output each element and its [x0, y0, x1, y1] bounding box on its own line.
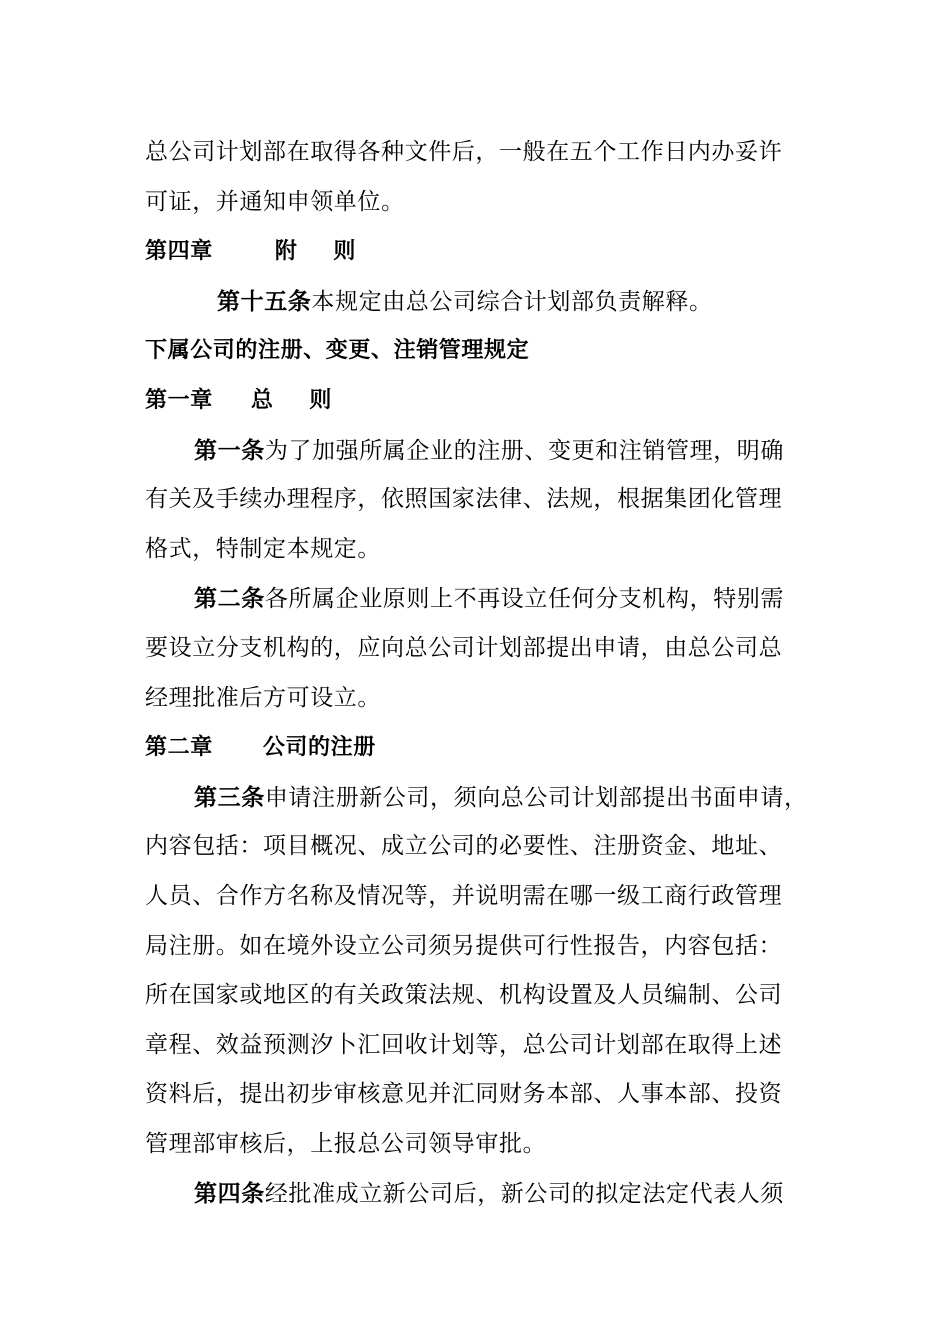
- paragraph-line: [145, 674, 845, 724]
- article-15: [145, 277, 845, 327]
- chapter-heading-4: [145, 227, 845, 277]
- text: 要设立分支机构的，应向总公司计划部提出申请，由总公司总: [145, 634, 783, 661]
- article-2: [145, 574, 845, 624]
- text: 所在国家或地区的有关政策法规、机构设置及人员编制、公司: [145, 982, 783, 1009]
- paragraph-line: [145, 971, 845, 1021]
- article-label: 第二条: [194, 585, 265, 613]
- chapter-label: 第一章: [145, 386, 213, 413]
- article-label: 第四条: [194, 1180, 265, 1208]
- paragraph-line: [145, 1120, 845, 1170]
- article-4: [145, 1169, 845, 1219]
- article-text: 申请注册新公司，须向总公司计划部提出书面申请，: [264, 784, 808, 811]
- paragraph-line: [145, 525, 845, 575]
- document-title: [145, 326, 845, 376]
- text: 总公司计划部在取得各种文件后，一般在五个工作日内办妥许: [145, 139, 783, 165]
- text: 格式，特制定本规定。: [145, 535, 381, 562]
- text: 人员、合作方名称及情况等，并说明需在哪一级工商行政管理: [145, 882, 783, 909]
- text: 有关及手续办理程序，依照国家法律、法规，根据集团化管理: [145, 486, 783, 513]
- paragraph-line: [145, 822, 845, 872]
- paragraph-line: [145, 128, 845, 178]
- paragraph-line: [145, 475, 845, 525]
- text: 经理批准后方可设立。: [145, 684, 381, 711]
- text: 可证，并通知申领单位。: [145, 188, 405, 215]
- paragraph-line: [145, 1070, 845, 1120]
- chapter-title: 公司的注册: [262, 734, 376, 761]
- article-text: 本规定由总公司综合计划部负责解释。: [311, 288, 713, 315]
- paragraph-line: [145, 1021, 845, 1071]
- paragraph-line: [145, 872, 845, 922]
- document-body: [145, 128, 845, 1219]
- paragraph-line: [145, 624, 845, 674]
- chapter-title-part: 总: [250, 386, 274, 413]
- article-1: [145, 426, 845, 476]
- chapter-label: 第四章: [145, 238, 213, 265]
- paragraph-line: [145, 178, 845, 228]
- chapter-title-part: 则: [333, 238, 357, 265]
- article-label: 第三条: [194, 783, 265, 811]
- title-text: 下属公司的注册、变更、注销管理规定: [145, 337, 530, 364]
- chapter-title-part: 则: [309, 386, 333, 413]
- article-text: 经批准成立新公司后，新公司的拟定法定代表人须: [264, 1181, 785, 1208]
- chapter-label: 第二章: [145, 734, 213, 761]
- chapter-title-part: 附: [274, 238, 298, 265]
- paragraph-line: [145, 922, 845, 972]
- chapter-heading-2: [145, 723, 845, 773]
- text: 资料后，提出初步审核意见并汇同财务本部、人事本部、投资: [145, 1081, 783, 1108]
- text: 局注册。如在境外设立公司须另提供可行性报告，内容包括：: [145, 932, 783, 959]
- article-text: 各所属企业原则上不再设立任何分支机构，特别需: [264, 586, 785, 613]
- chapter-heading-1: [145, 376, 845, 426]
- text: 章程、效益预测汐卜汇回收计划等，总公司计划部在取得上述: [145, 1031, 783, 1058]
- article-label: 第一条: [194, 436, 265, 464]
- article-3: [145, 773, 845, 823]
- article-text: 为了加强所属企业的注册、变更和注销管理，明确: [264, 437, 785, 464]
- text: 管理部审核后，上报总公司领导审批。: [145, 1130, 547, 1157]
- article-label: 第十五条: [217, 287, 312, 315]
- text: 内容包括：项目概况、成立公司的必要性、注册资金、地址、: [145, 833, 783, 860]
